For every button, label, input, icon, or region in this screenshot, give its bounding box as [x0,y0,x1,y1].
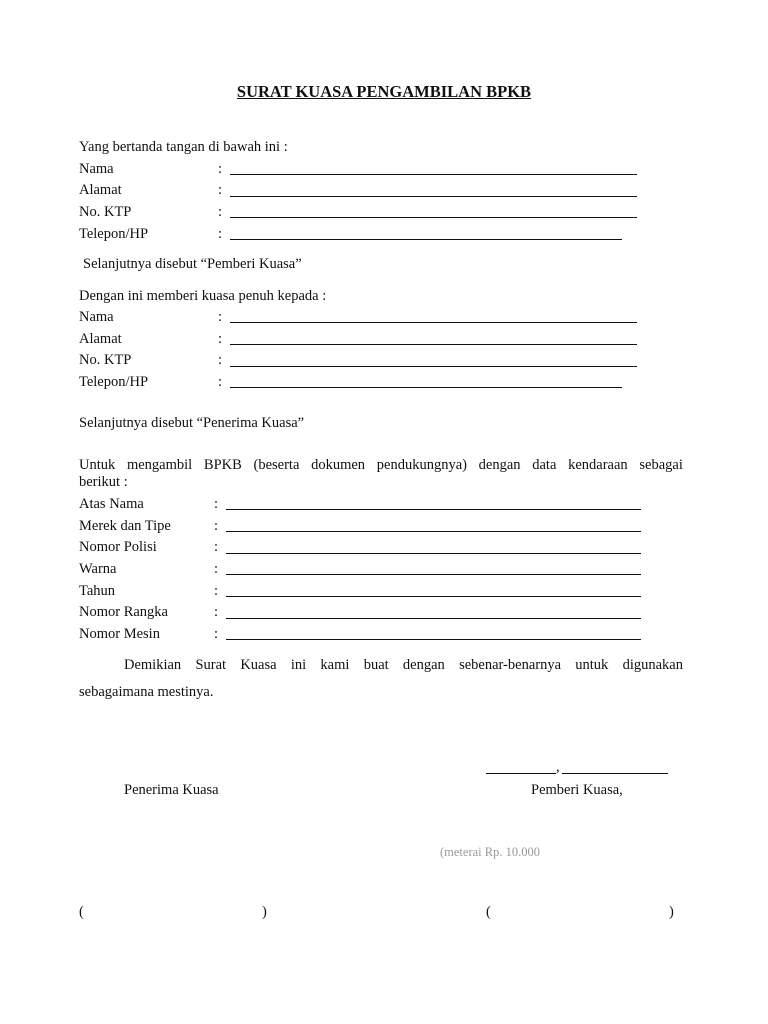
giver-address-colon: : [218,182,223,198]
giver-address-label: Alamat [79,182,122,198]
vehicle-intro-line2: berikut : [79,474,128,490]
receiver-name-blank[interactable] [230,322,637,323]
receiver-address-label: Alamat [79,331,122,347]
vehicle-intro-word: pendukungnya) [376,457,467,473]
vehicle-intro-word: sebagai [639,457,683,473]
vehicle-intro-word: (beserta [253,457,300,473]
closing-word: ini [290,657,307,673]
giver-outro: Selanjutnya disebut “Pemberi Kuasa” [83,256,302,272]
stamp-note: (meterai Rp. 10.000 [440,845,540,859]
vehicle-intro-word: BPKB [203,457,242,473]
vehicle-intro-word: dokumen [311,457,366,473]
vehicle-intro-word: Untuk [79,457,116,473]
vehicle-year-colon: : [214,583,219,599]
closing-word: sebenar-benarnya [459,657,562,673]
giver-ktp-blank[interactable] [230,217,637,218]
vehicle-chassis-colon: : [214,604,219,620]
place-date-comma: , [556,759,560,775]
closing-line2: sebagaimana mestinya. [79,684,214,700]
closing-word: untuk [575,657,609,673]
vehicle-plate-blank[interactable] [226,553,641,554]
giver-name-label: Nama [79,161,114,177]
vehicle-color-label: Warna [79,561,117,577]
closing-word: Demikian [124,657,182,673]
receiver-ktp-blank[interactable] [230,366,637,367]
giver-phone-colon: : [218,226,223,242]
vehicle-color-blank[interactable] [226,574,641,575]
vehicle-plate-label: Nomor Polisi [79,539,157,555]
vehicle-owner-blank[interactable] [226,509,641,510]
vehicle-intro-line1 [79,456,683,474]
giver-address-blank[interactable] [230,196,637,197]
receiver-name-label: Nama [79,309,114,325]
vehicle-year-blank[interactable] [226,596,641,597]
closing-word: digunakan [622,657,683,673]
closing-word: Kuasa [240,657,277,673]
closing-word: kami [320,657,350,673]
giver-name-colon: : [218,161,223,177]
giver-phone-label: Telepon/HP [79,226,149,242]
receiver-ktp-label: No. KTP [79,352,132,368]
vehicle-intro-word: mengambil [126,457,193,473]
giver-phone-blank[interactable] [230,239,622,240]
giver-name-blank[interactable] [230,174,637,175]
giver-name-close-paren: ) [669,904,674,920]
vehicle-engine-colon: : [214,626,219,642]
vehicle-brand-label: Merek dan Tipe [79,518,171,534]
vehicle-owner-label: Atas Nama [79,496,144,512]
receiver-address-colon: : [218,331,223,347]
closing-word: buat [363,657,389,673]
vehicle-brand-blank[interactable] [226,531,641,532]
receiver-address-blank[interactable] [230,344,637,345]
receiver-phone-colon: : [218,374,223,390]
receiver-intro: Dengan ini memberi kuasa penuh kepada : [79,288,327,304]
giver-signature-label: Pemberi Kuasa, [531,782,623,798]
giver-intro: Yang bertanda tangan di bawah ini : [79,139,288,155]
date-blank[interactable] [562,773,668,774]
receiver-name-open-paren: ( [79,904,84,920]
closing-line1 [124,656,683,674]
vehicle-plate-colon: : [214,539,219,555]
closing-word: Surat [195,657,227,673]
vehicle-color-colon: : [214,561,219,577]
place-blank[interactable] [486,773,556,774]
receiver-outro: Selanjutnya disebut “Penerima Kuasa” [79,415,305,431]
vehicle-chassis-blank[interactable] [226,618,641,619]
vehicle-chassis-label: Nomor Rangka [79,604,168,620]
giver-ktp-label: No. KTP [79,204,132,220]
vehicle-engine-blank[interactable] [226,639,641,640]
document-title: SURAT KUASA PENGAMBILAN BPKB [236,82,532,101]
receiver-signature-label: Penerima Kuasa [124,782,219,798]
vehicle-year-label: Tahun [79,583,116,599]
vehicle-intro-word: data [532,457,557,473]
giver-ktp-colon: : [218,204,223,220]
receiver-name-close-paren: ) [262,904,267,920]
vehicle-brand-colon: : [214,518,219,534]
vehicle-owner-colon: : [214,496,219,512]
receiver-phone-label: Telepon/HP [79,374,149,390]
vehicle-engine-label: Nomor Mesin [79,626,160,642]
vehicle-intro-word: dengan [478,457,521,473]
closing-word: dengan [402,657,445,673]
receiver-phone-blank[interactable] [230,387,622,388]
vehicle-intro-word: kendaraan [568,457,628,473]
receiver-name-colon: : [218,309,223,325]
giver-name-open-paren: ( [486,904,491,920]
receiver-ktp-colon: : [218,352,223,368]
